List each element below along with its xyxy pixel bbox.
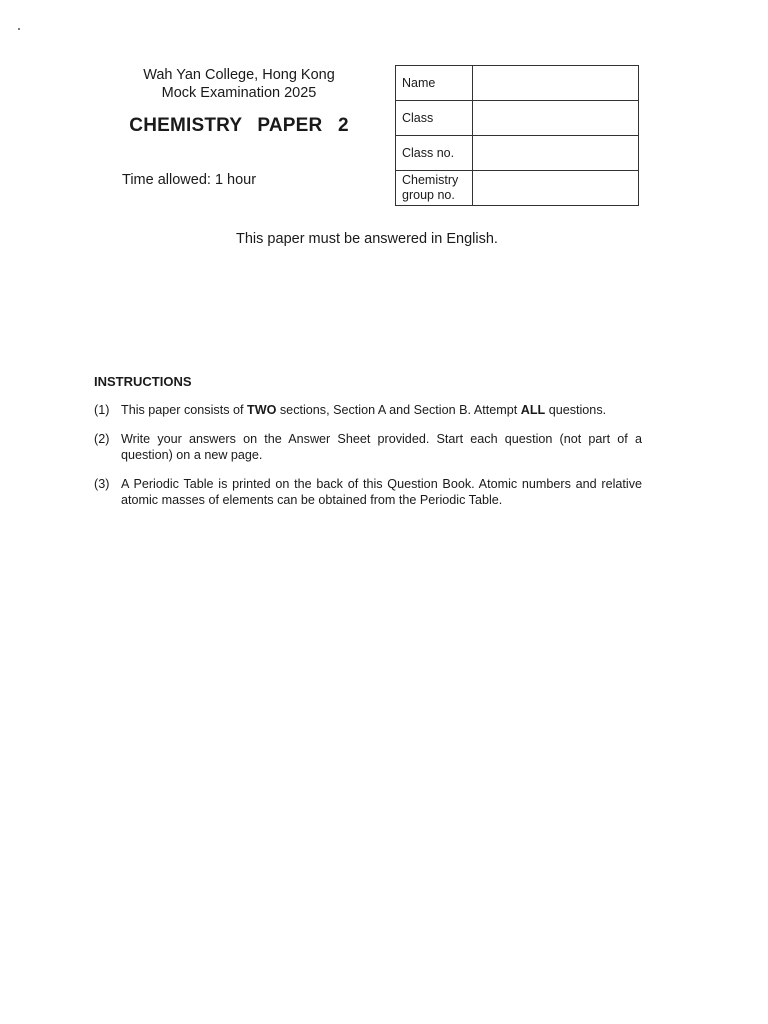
exam-name: Mock Examination 2025 <box>161 85 317 101</box>
class-label: Class <box>396 101 473 136</box>
class-field[interactable] <box>473 101 639 136</box>
list-item <box>94 476 642 508</box>
class-no-field[interactable] <box>473 136 639 171</box>
list-item <box>94 431 642 463</box>
item-text: A Periodic Table is printed on the back of this Question Book. Atomic numbers and relative atomic masses of elements can be obtained from the Periodic Table. <box>121 477 642 507</box>
school-name: Wah Yan College, Hong Kong <box>143 67 335 83</box>
name-field[interactable] <box>473 66 639 101</box>
time-allowed: Time allowed: 1 hour <box>122 172 257 188</box>
name-label: Name <box>396 66 473 101</box>
item-text: This paper consists of TWO sections, Section A and Section B. Attempt ALL questions. <box>121 403 607 417</box>
scan-speck <box>18 28 20 30</box>
instructions-heading: INSTRUCTIONS <box>94 374 192 389</box>
exam-header <box>110 66 368 137</box>
paper-title <box>110 115 368 137</box>
chemistry-group-label: Chemistry group no. <box>396 171 473 206</box>
table-row <box>396 101 639 136</box>
item-number: (1) <box>94 403 110 417</box>
table-row <box>396 136 639 171</box>
list-item <box>94 402 642 418</box>
instructions-list <box>94 402 642 521</box>
item-number: (3) <box>94 477 110 491</box>
chemistry-group-field[interactable] <box>473 171 639 206</box>
paper-number: PAPER 2 <box>257 115 349 136</box>
item-number: (2) <box>94 432 110 446</box>
table-row <box>396 66 639 101</box>
class-no-label: Class no. <box>396 136 473 171</box>
candidate-info-table <box>395 65 639 206</box>
item-text: Write your answers on the Answer Sheet provided. Start each question (not part of a question) on a new page. <box>121 432 642 462</box>
subject-title: CHEMISTRY <box>129 115 242 136</box>
language-note: This paper must be answered in English. <box>236 231 498 247</box>
table-row <box>396 171 639 206</box>
